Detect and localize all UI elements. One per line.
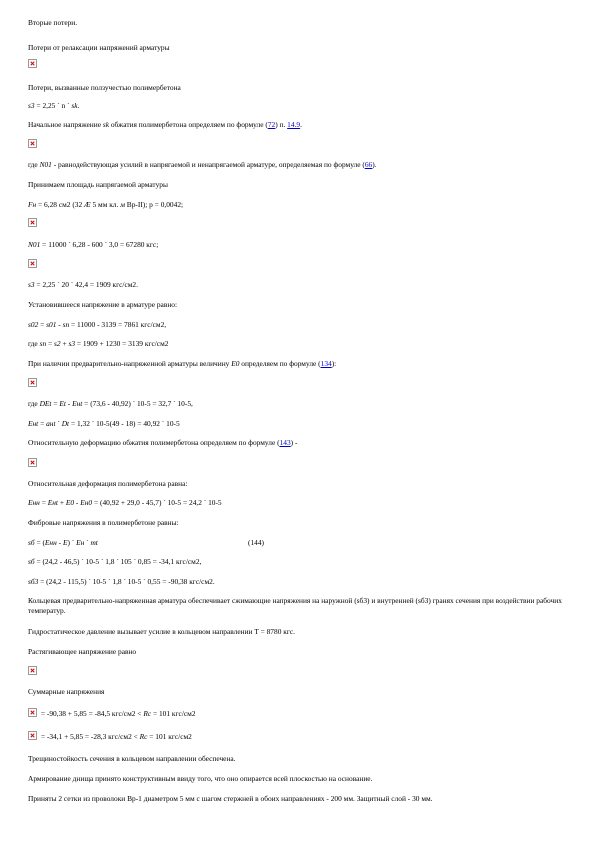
- text: = 101 кгс/см2: [151, 709, 196, 718]
- text: = 2,25 ´ n ´: [34, 101, 72, 110]
- symbol: s3: [28, 101, 35, 110]
- symbol: E0: [231, 359, 240, 368]
- text: -: [74, 498, 81, 507]
- symbol: Eнн: [44, 538, 57, 547]
- text: -: [65, 399, 73, 408]
- text: = 6,28 см2 (32: [36, 200, 85, 209]
- text-line: Суммарные напряжения: [28, 687, 105, 696]
- text-line: Армирование днища принято конструктивным ввиду того, что оно опирается всей плоскостью на основание.: [28, 774, 373, 783]
- symbol: N01: [39, 160, 52, 169]
- symbol: Rс: [139, 732, 148, 741]
- text: +: [60, 339, 69, 348]
- text: 5 мм кл.: [90, 200, 121, 209]
- symbol: Fн: [28, 200, 37, 209]
- broken-image-icon: [28, 731, 37, 740]
- symbol: Eнн: [28, 498, 40, 507]
- formula-line: [28, 101, 79, 111]
- symbol: sб3: [28, 577, 39, 586]
- symbol: sk: [102, 120, 109, 129]
- text: =: [38, 320, 47, 329]
- formula-line: [28, 498, 222, 508]
- text-line: Относительная деформация полимербетона равна:: [28, 479, 188, 488]
- formula-number: (144): [248, 538, 265, 547]
- text: -: [56, 320, 63, 329]
- symbol: mt: [90, 538, 98, 547]
- text-line: [28, 359, 336, 369]
- broken-image-icon: [28, 218, 37, 227]
- formula-line: [28, 240, 158, 250]
- text: = 11000 - 3139 = 7861 кгс/см2,: [69, 320, 167, 329]
- formula-line: [28, 419, 180, 429]
- symbol: sб: [28, 538, 35, 547]
- text: = (24,2 - 46,5) ´ 10-5 ´ 1,8 ´ 105 ´ 0,85 = -34,1 кгс/см2,: [34, 557, 202, 566]
- symbol: м: [120, 200, 125, 209]
- symbol: s2: [54, 339, 61, 348]
- text: =: [39, 498, 48, 507]
- text-line: Фибровые напряжения в полимербетоне равны:: [28, 518, 179, 527]
- text-line: Растягивающее напряжение равно: [28, 647, 137, 656]
- text: ) ´: [67, 538, 77, 547]
- text: где: [28, 339, 40, 348]
- text: = (73,6 - 40,92) ´ 10-5 = 32,7 ´ 10-5,: [82, 399, 193, 408]
- text-line: [28, 438, 297, 448]
- symbol: Dt: [61, 419, 70, 428]
- text: .: [77, 101, 80, 110]
- broken-image-icon: [28, 458, 37, 467]
- text: -: [56, 538, 63, 547]
- formula-line: [28, 731, 192, 742]
- text: определяем по формуле (: [239, 359, 321, 368]
- text: = -90,38 + 5,85 = -84,5 кгс/см2 <: [39, 709, 144, 718]
- text: =: [51, 399, 60, 408]
- text: Начальное напряжение: [28, 120, 103, 129]
- text: =: [38, 419, 47, 428]
- text: .: [300, 120, 302, 129]
- text: - равнодействующая усилий в напрягаемой и ненапрягаемой арматуре, определяемая по формуле (: [51, 160, 365, 169]
- formula-line: [28, 577, 215, 587]
- text: = 2,25 ´ 20 ´ 42,4 = 1909 кгс/см2.: [34, 280, 138, 289]
- text-line: [28, 160, 377, 170]
- formula-link-143[interactable]: 143: [279, 438, 291, 447]
- symbol: s01: [46, 320, 57, 329]
- symbol: sп: [62, 320, 70, 329]
- text: = 1909 + 1230 = 3139 кгс/см2: [75, 339, 169, 348]
- text: = -34,1 + 5,85 = -28,3 кгс/см2 <: [39, 732, 140, 741]
- symbol: s3: [68, 339, 76, 348]
- symbol: Eнt: [72, 399, 83, 408]
- text: ):: [331, 359, 337, 368]
- text: Относительную деформацию обжатия полимербетона определяем по формуле (: [28, 438, 280, 447]
- symbol: sп: [39, 339, 47, 348]
- broken-image-icon: [28, 378, 37, 387]
- formula-line: [28, 280, 138, 290]
- text: ´: [84, 538, 91, 547]
- formula-line: [28, 708, 196, 719]
- text: = (: [34, 538, 45, 547]
- formula-line: [28, 557, 201, 567]
- symbol: s02: [28, 320, 39, 329]
- symbol: sб: [28, 557, 35, 566]
- symbol: s3: [28, 280, 35, 289]
- symbol: E: [62, 538, 68, 547]
- symbol: DEt: [39, 399, 52, 408]
- text: ´: [55, 419, 62, 428]
- symbol: Eн: [76, 538, 85, 547]
- symbol: Eнt: [28, 419, 39, 428]
- formula-link-134[interactable]: 134: [320, 359, 332, 368]
- symbol: Rс: [143, 709, 152, 718]
- symbol: sk: [71, 101, 78, 110]
- broken-image-icon: [28, 708, 37, 717]
- text-paragraph: Кольцевая предварительно-напряженная арматура обеспечивает сжимающие напряжения на наружной (sб3) и внутренней (sб3) гранях сечения при воздействии рабочих температур.: [28, 596, 562, 615]
- text-line: Принимаем площадь напрягаемой арматуры: [28, 180, 168, 189]
- text: =: [46, 339, 55, 348]
- formula-link-72[interactable]: 72: [267, 120, 276, 129]
- symbol: Æ: [84, 200, 91, 209]
- symbol: aнt: [46, 419, 56, 428]
- text: где: [28, 160, 40, 169]
- text: = 101 кгс/см2: [147, 732, 192, 741]
- text: = (24,2 - 115,5) ´ 10-5 ´ 1,8 ´ 10-5 ´ 0,55 = -90,38 кгс/см2.: [38, 577, 215, 586]
- formula-line: [28, 339, 168, 349]
- text-line: Установившееся напряжение в арматуре равно:: [28, 300, 178, 309]
- text: где: [28, 399, 40, 408]
- text-line: Приняты 2 сетки из проволоки Вр-1 диаметром 5 мм с шагом стержней в обоих направлениях - 200 мм. Защитный слой - 30 мм.: [28, 794, 433, 803]
- text: ).: [372, 160, 377, 169]
- formula-line: [28, 320, 166, 330]
- symbol: N01: [28, 240, 41, 249]
- text: При наличии предварительно-напряженной арматуры величину: [28, 359, 232, 368]
- text: = (40,92 + 29,0 - 45,7) ´ 10-5 = 24,2 ´ 10-5: [92, 498, 222, 507]
- text: Вр-II); р = 0,0042;: [124, 200, 184, 209]
- text: +: [57, 498, 66, 507]
- text: обжатия полимербетона определяем по формуле (: [109, 120, 268, 129]
- formula-line: [28, 399, 193, 409]
- text: ) -: [290, 438, 298, 447]
- formula-line: [28, 200, 183, 210]
- broken-image-icon: [28, 259, 37, 268]
- text-line: Трещиностойкость сечения в кольцевом направлении обеспечена.: [28, 754, 236, 763]
- text-line: [28, 120, 302, 130]
- broken-image-icon: [28, 139, 37, 148]
- broken-image-icon: [28, 59, 37, 68]
- text: ) п.: [275, 120, 288, 129]
- symbol: Eн0: [80, 498, 93, 507]
- section-link-14-9[interactable]: 14.9: [287, 120, 301, 129]
- text-line: Вторые потери.: [28, 18, 78, 27]
- symbol: Et: [59, 399, 66, 408]
- text: = 11000 ´ 6,28 - 600 ´ 3,0 = 67280 кгс;: [40, 240, 159, 249]
- text-line: Гидростатическое давление вызывает усилие в кольцевом направлении T = 8780 кгс.: [28, 627, 295, 636]
- text-line: Потери, вызванные ползучестью полимербетона: [28, 83, 181, 92]
- symbol: Eнt: [47, 498, 58, 507]
- text: = 1,32 ´ 10-5(49 - 18) = 40,92 ´ 10-5: [69, 419, 180, 428]
- formula-line: [28, 538, 98, 548]
- formula-link-66[interactable]: 66: [364, 160, 373, 169]
- text-line: Потери от релаксации напряжений арматуры: [28, 43, 170, 52]
- symbol: E0: [65, 498, 75, 507]
- broken-image-icon: [28, 666, 37, 675]
